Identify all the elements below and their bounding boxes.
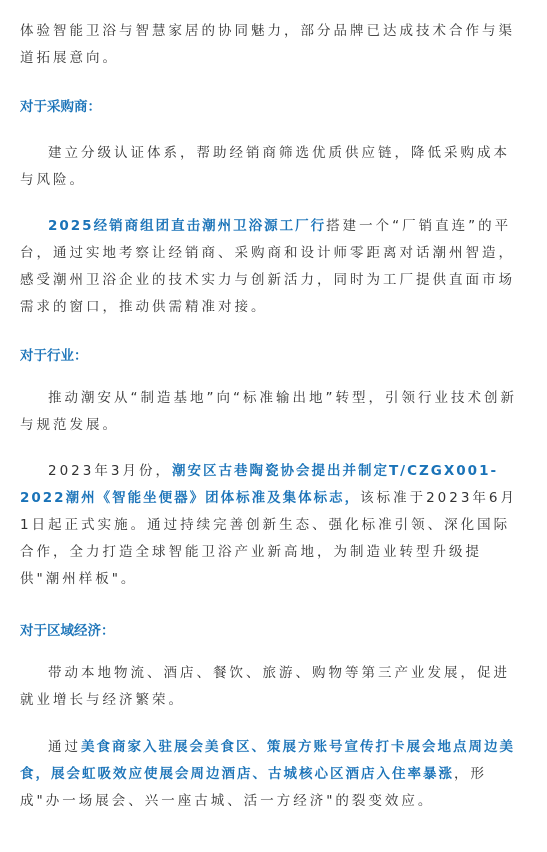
paragraph-brand-cooperation: 体验智能卫浴与智慧家居的协同魅力，部分品牌已达成技术合作与渠道拓展意向。: [20, 23, 515, 66]
paragraph-exhibition-effect: [20, 734, 520, 815]
paragraph-industry-transformation: 推动潮安从“制造基地”向“标准输出地”转型，引领行业技术创新与规范发展。: [20, 390, 517, 433]
factory-tour-text: 搭建一个“厂销直连”的平台，通过实地考察让经销商、采购商和设计师零距离对话潮州智造，感受潮州卫浴企业的技术实力与创新活力，同时为工厂提供直面市场需求的窗口，推动供需精准对接。: [20, 218, 515, 315]
paragraph-factory-tour: [20, 213, 520, 321]
heading-industry: 对于行业：: [20, 348, 88, 364]
factory-tour-highlight: 2025经销商组团直击潮州卫浴源工厂行: [48, 218, 327, 234]
paragraph-local-economy: 带动本地物流、酒店、餐饮、旅游、购物等第三产业发展，促进就业增长与经济繁荣。: [20, 665, 510, 708]
exhibition-lead: 通过: [48, 739, 81, 755]
standard-highlight: 潮安区古巷陶瓷协会提出并制定T/CZGX001-2022潮州《智能坐便器》团体标准及集体标志，: [20, 463, 499, 506]
standard-text: 该标准于2023年6月1日起正式实施。通过持续完善创新生态、强化标准引领、深化国际合作，全力打造全球智能卫浴产业新高地，为制造业转型升级提供"潮州样板"。: [20, 490, 518, 587]
heading-buyers: 对于采购商：: [20, 99, 101, 115]
exhibition-highlight: 美食商家入驻展会美食区、策展方账号宣传打卡展会地点周边美食，展会虹吸效应使展会周边酒店、古城核心区酒店入住率暴涨: [20, 739, 515, 782]
exhibition-text: ，形成"办一场展会、兴一座古城、活一方经济"的裂变效应。: [20, 766, 487, 809]
paragraph-certification: 建立分级认证体系，帮助经销商筛选优质供应链，降低采购成本与风险。: [20, 145, 510, 188]
heading-region: 对于区域经济：: [20, 623, 115, 639]
standard-lead: 2023年3月份，: [48, 463, 172, 479]
paragraph-standard: [20, 458, 520, 593]
